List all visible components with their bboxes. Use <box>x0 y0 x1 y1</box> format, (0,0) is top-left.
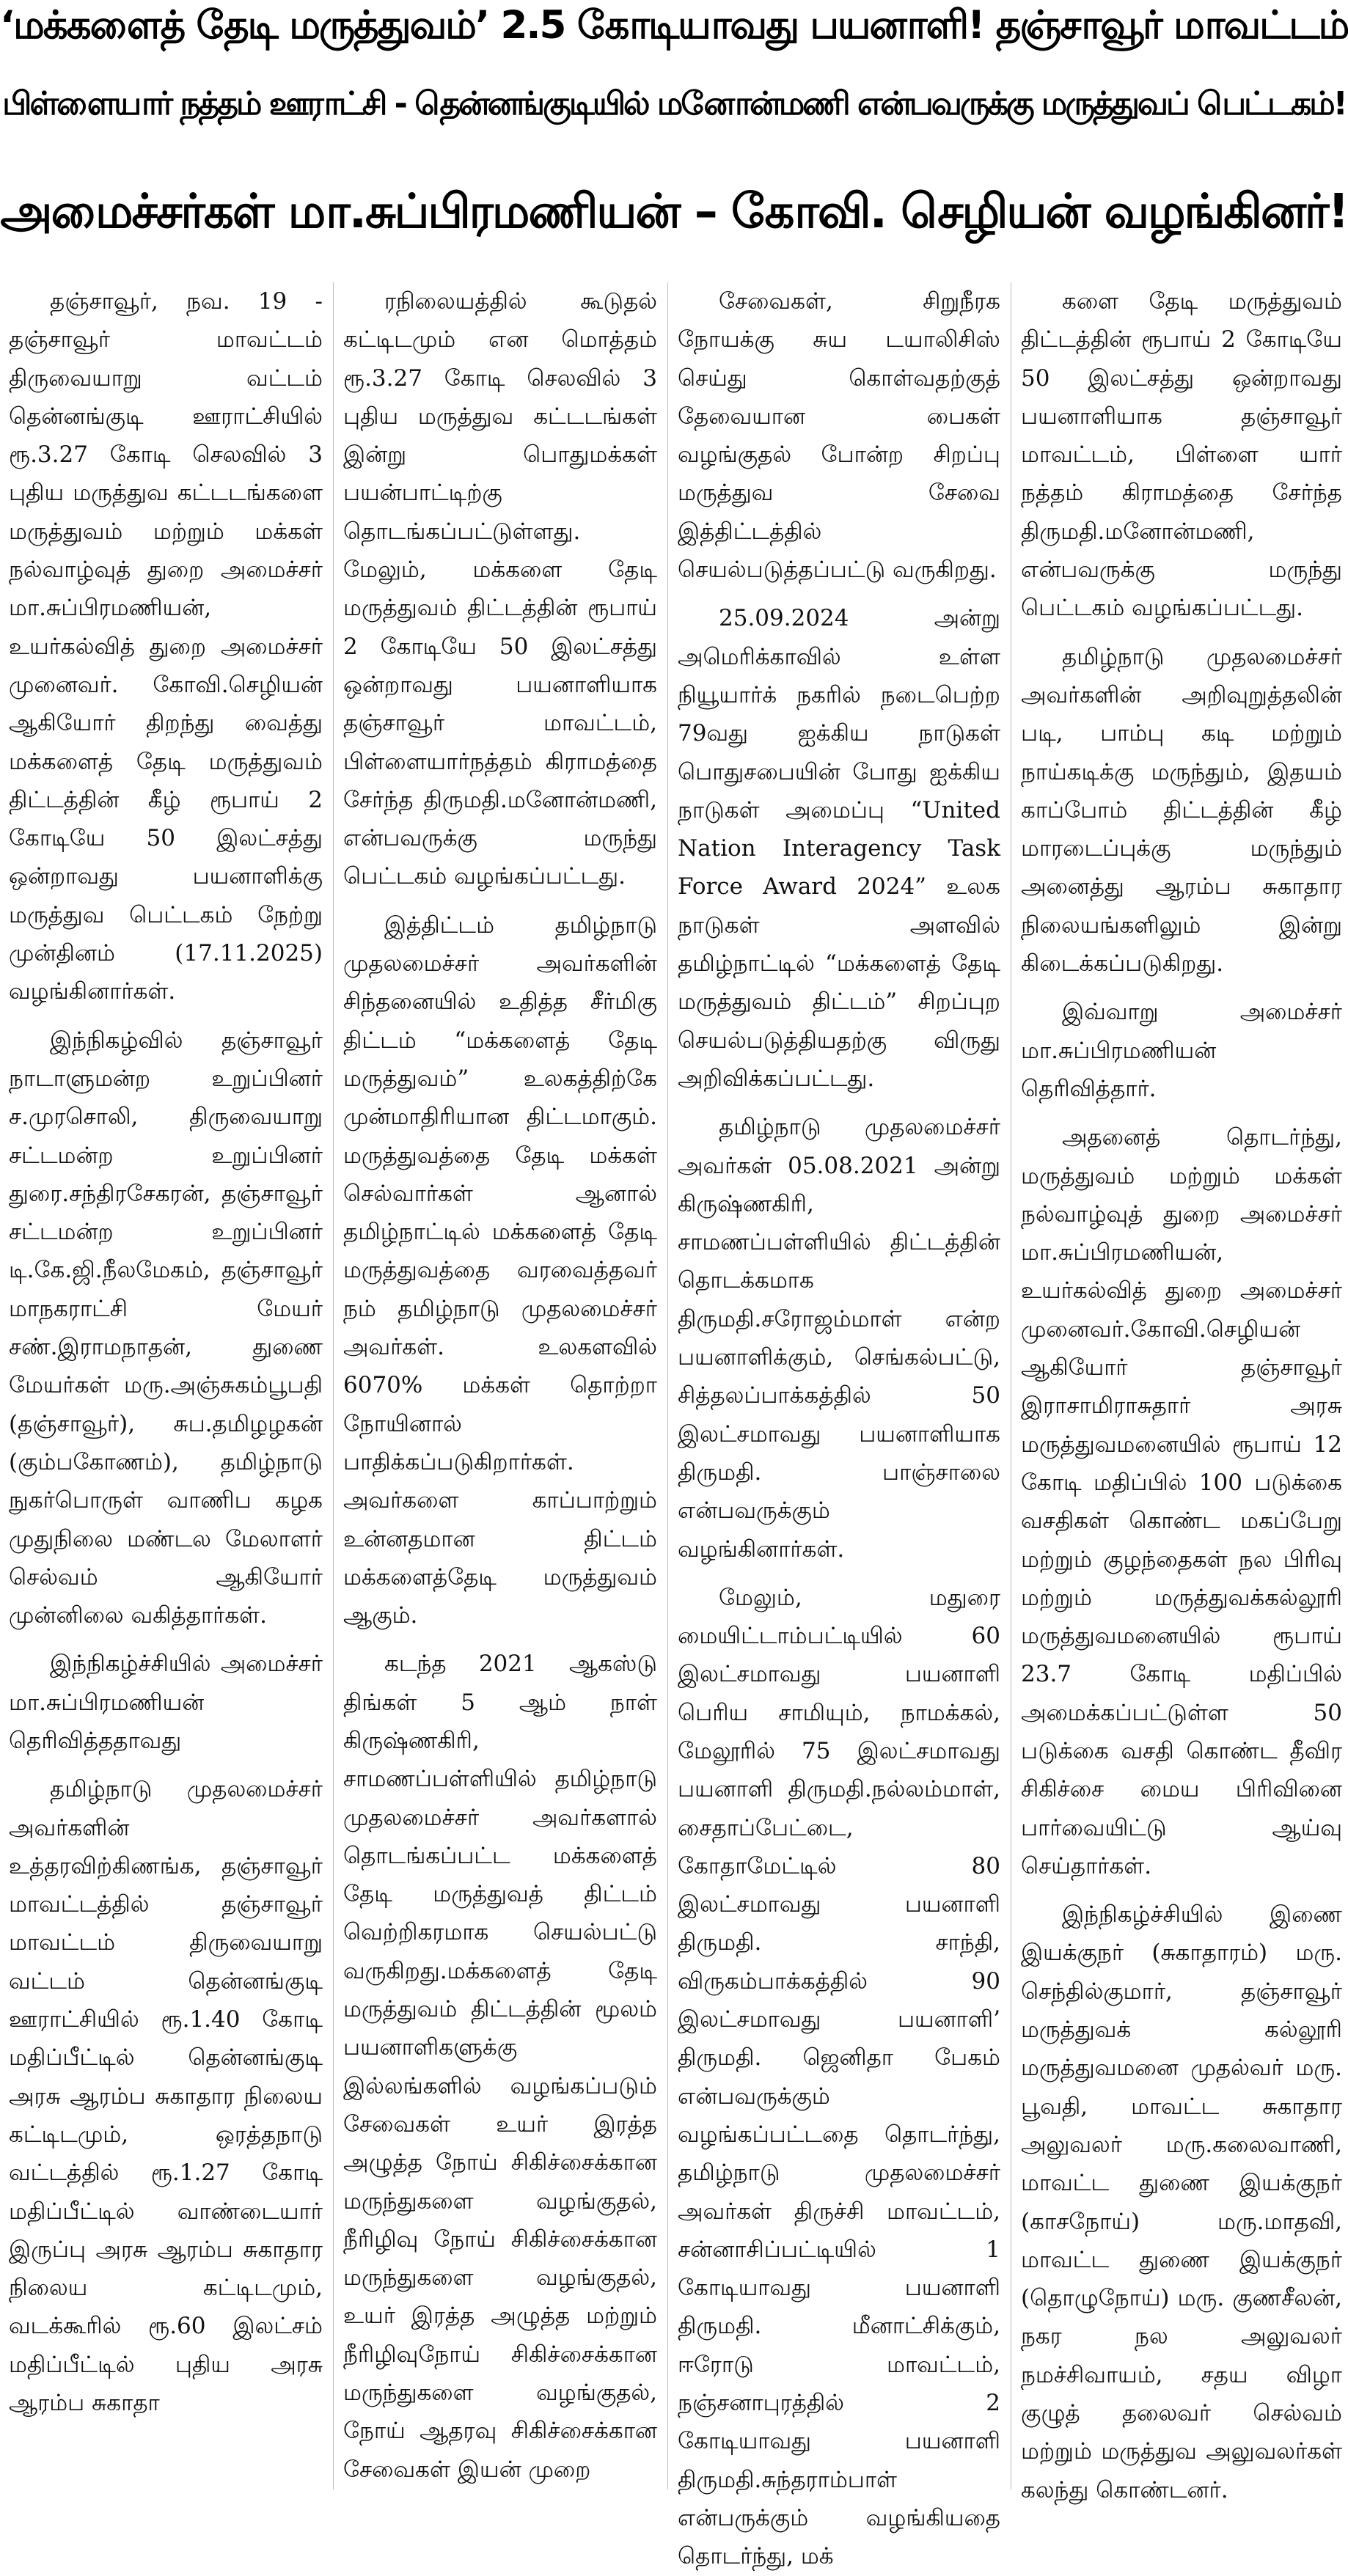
headline-line-3: அமைச்சர்கள் மா.சுப்பிரமணியன் – கோவி. செழியன் வழங்கினர்! <box>0 185 1348 239</box>
paragraph: தஞ்சாவூர், நவ. 19 - தஞ்சாவூர் மாவட்டம் திருவையாறு வட்டம் தென்னங்குடி ஊராட்சியில் ரூ.3.27 கோடி செலவில் 3 புதிய மருத்துவ கட்டடங்களை மருத்துவம் மற்றும் மக்கள் நல்வாழ்வுத் துறை அமைச்சர் மா.சுப்பிரமணியன், உயர்கல்வித் துறை அமைச்சர் முனைவர். கோவி.செழியன் ஆகியோர் திறந்து வைத்து மக்களைத் தேடி மருத்துவம் திட்டத்தின் கீழ் ரூபாய் 2 கோடியே 50 இலட்சத்து ஒன்றாவது பயனாளிக்கு மருத்துவ பெட்டகம் நேற்று முன்தினம் (17.11.2025) வழங்கினார்கள். <box>9 288 323 1005</box>
article-column-4 <box>1021 282 1342 2503</box>
article-column-2 <box>343 282 657 2489</box>
column-divider <box>667 282 668 2489</box>
paragraph: இத்திட்டம் தமிழ்நாடு முதலமைச்சர் அவர்களின் சிந்தனையில் உதித்த சீர்மிகு திட்டம் “மக்களைத் தேடி மருத்துவம்” உலகத்திற்கே முன்மாதிரியான திட்டமாகும். மருத்துவத்தை தேடி மக்கள் செல்வார்கள் ஆனால் தமிழ்நாட்டில் மக்களைத் தேடி மருத்துவத்தை வரவைத்தவர் நம் தமிழ்நாடு முதலமைச்சர் அவர்கள். உலகளவில் 6070% மக்கள் தொற்றா நோயினால் பாதிக்கப்படுகிறார்கள். அவர்களை காப்பாற்றும் உன்னதமான திட்டம் மக்களைத்தேடி மருத்துவம் ஆகும். <box>343 911 657 1629</box>
paragraph: ரநிலையத்தில் கூடுதல் கட்டிடமும் என மொத்தம் ரூ.3.27 கோடி செலவில் 3 புதிய மருத்துவ கட்டடங்கள் இன்று பொதுமக்கள் பயன்பாட்டிற்கு தொடங்கப்பட்டுள்ளது. மேலும், மக்களை தேடி மருத்துவம் திட்டத்தின் ரூபாய் 2 கோடியே 50 இலட்சத்து ஒன்றாவது பயனாளியாக தஞ்சாவூர் மாவட்டம், பிள்ளையார்நத்தம் கிராமத்தை சேர்ந்த திருமதி.மனோன்மணி, என்பவருக்கு மருந்து பெட்டகம் வழங்கப்பட்டது. <box>343 288 657 890</box>
paragraph: மேலும், மதுரை மையிட்டாம்பட்டியில் 60 இலட்சமாவது பயனாளி பெரிய சாமியும், நாமக்கல், மேலூரில் 75 இலட்சமாவது பயனாளி திருமதி.நல்லம்மாள், சைதாப்பேட்டை, கோதாமேட்டில் 80 இலட்சமாவது பயனாளி திருமதி. சாந்தி, விருகம்பாக்கத்தில் 90 இலட்சமாவது பயனாளி’ திருமதி. ஜெனிதா பேகம் என்பவருக்கும் வழங்கப்பட்டதை தொடர்ந்து, தமிழ்நாடு முதலமைச்சர் அவர்கள் திருச்சி மாவட்டம், சன்னாசிப்பட்டியில் 1 கோடியாவது பயனாளி திருமதி. மீனாட்சிக்கும், ஈரோடு மாவட்டம், நஞ்சனாபுரத்தில் 2 கோடியாவது பயனாளி திருமதி.சுந்தராம்பாள் என்பருக்கும் வழங்கியதை தொடர்ந்து, மக் <box>678 1584 1000 2570</box>
column-divider <box>333 282 334 2489</box>
paragraph: கடந்த 2021 ஆகஸ்டு திங்கள் 5 ஆம் நாள் கிருஷ்ணகிரி, சாமணப்பள்ளியில் தமிழ்நாடு முதலமைச்சர் அவர்களால் தொடங்கப்பட்ட மக்களைத் தேடி மருத்துவத் திட்டம் வெற்றிகரமாக செயல்பட்டு வருகிறது.மக்களைத் தேடி மருத்துவம் திட்டத்தின் மூலம் பயனாளிகளுக்கு இல்லங்களில் வழங்கப்படும் சேவைகள் உயர் இரத்த அழுத்த நோய் சிகிச்சைக்கான மருந்துகளை வழங்குதல், நீரிழிவு நோய் சிகிச்சைக்கான மருந்துகளை வழங்குதல், உயர் இரத்த அழுத்த மற்றும் நீரிழிவுநோய் சிகிச்சைக்கான மருந்துகளை வழங்குதல், நோய் ஆதரவு சிகிச்சைக்கான சேவைகள் இயன் முறை <box>343 1651 657 2483</box>
paragraph: இந்நிகழ்வில் தஞ்சாவூர் நாடாளுமன்ற உறுப்பினர் ச.முரசொலி, திருவையாறு சட்டமன்ற உறுப்பினர் துரை.சந்திரசேகரன், தஞ்சாவூர் சட்டமன்ற உறுப்பினர் டி.கே.ஜி.நீலமேகம், தஞ்சாவூர் மாநகராட்சி மேயர் சண்.இராமநாதன், துணை மேயர்கள் மரு.அஞ்சுகம்பூபதி (தஞ்சாவூர்), சுப.தமிழழகன் (கும்பகோணம்), தமிழ்நாடு நுகர்பொருள் வாணிப கழக முதுநிலை மண்டல மேலாளர் செல்வம் ஆகியோர் முன்னிலை வகித்தார்கள். <box>9 1027 323 1629</box>
paragraph: இந்நிகழ்ச்சியில் அமைச்சர் மா.சுப்பிரமணியன் தெரிவித்ததாவது <box>9 1651 323 1754</box>
headline-line-2: பிள்ளையார் நத்தம் ஊராட்சி - தென்னங்குடியில் மனோன்மணி என்பவருக்கு மருத்துவப் பெட்டகம்! <box>2 85 1346 122</box>
paragraph: தமிழ்நாடு முதலமைச்சர் அவர்கள் 05.08.2021 அன்று கிருஷ்ணகிரி, சாமணப்பள்ளியில் திட்டத்தின் தொடக்கமாக திருமதி.சரோஜம்மாள் என்ற பயனாளிக்கும், செங்கல்பட்டு, சித்தலப்பாக்கத்தில் 50 இலட்சமாவது பயனாளியாக திருமதி. பாஞ்சாலை என்பவருக்கும் வழங்கினார்கள். <box>678 1114 1000 1563</box>
paragraph: இந்நிகழ்ச்சியில் இணை இயக்குநர் (சுகாதாரம்) மரு. செந்தில்குமார், தஞ்சாவூர் மருத்துவக் கல்லூரி மருத்துவமனை முதல்வர் மரு. பூவதி, மாவட்ட சுகாதார அலுவலர் மரு.கலைவாணி, மாவட்ட துணை இயக்குநர் (காசநோய்) மரு.மாதவி, மாவட்ட துணை இயக்குநர் (தொழுநோய்) மரு. குணசீலன், நகர நல அலுவலர் நமச்சிவாயம், சதய விழா குழுத் தலைவர் செல்வம் மற்றும் மருத்துவ அலுவலர்கள் கலந்து கொண்டனர். <box>1021 1901 1342 2503</box>
paragraph: தமிழ்நாடு முதலமைச்சர் அவர்களின் உத்தரவிற்கிணங்க, தஞ்சாவூர் மாவட்டத்தில் தஞ்சாவூர் மாவட்டம் திருவையாறு வட்டம் தென்னங்குடி ஊராட்சியில் ரூ.1.40 கோடி மதிப்பீட்டில் தென்னங்குடி அரசு ஆரம்ப சுகாதார நிலைய கட்டிடமும், ஒரத்தநாடு வட்டத்தில் ரூ.1.27 கோடி மதிப்பீட்டில் வாண்டையார் இருப்பு அரசு ஆரம்ப சுகாதார நிலைய கட்டிடமும், வடக்கூரில் ரூ.60 இலட்சம் மதிப்பீட்டில் புதிய அரசு ஆரம்ப சுகாதா <box>9 1776 323 2417</box>
paragraph: 25.09.2024 அன்று அமெரிக்காவில் உள்ள நியூயார்க் நகரில் நடைபெற்ற 79வது ஐக்கிய நாடுகள் பொதுசபையின் போது ஐக்கிய நாடுகள் அமைப்பு “United Nation Interagency Task Force Award 2024” உலக நாடுகள் அளவில் தமிழ்நாட்டில் “மக்களைத் தேடி மருத்துவம் திட்டம்” சிறப்புற செயல்படுத்தியதற்கு விருது அறிவிக்கப்பட்டது. <box>678 605 1000 1092</box>
paragraph: சேவைகள், சிறுநீரக நோயக்கு சுய டயாலிசிஸ் செய்து கொள்வதற்குத் தேவையான பைகள் வழங்குதல் போன்ற சிறப்பு மருத்துவ சேவை இத்திட்டத்தில் செயல்படுத்தப்பட்டு வருகிறது. <box>678 288 1000 584</box>
paragraph: அதனைத் தொடர்ந்து, மருத்துவம் மற்றும் மக்கள் நல்வாழ்வுத் துறை அமைச்சர் மா.சுப்பிரமணியன், உயர்கல்வித் துறை அமைச்சர் முனைவர்.கோவி.செழியன் ஆகியோர் தஞ்சாவூர் இராசாமிராசுதார் அரசு மருத்துவமனையில் ரூபாய் 12 கோடி மதிப்பில் 100 படுக்கை வசதிகள் கொண்ட மகப்பேறு மற்றும் குழந்தைகள் நல பிரிவு மற்றும் மருத்துவக்கல்லூரி மருத்துவமனையில் ரூபாய் 23.7 கோடி மதிப்பில் அமைக்கப்பட்டுள்ள 50 படுக்கை வசதி கொண்ட தீவிர சிகிச்சை மைய பிரிவினை பார்வையிட்டு ஆய்வு செய்தார்கள். <box>1021 1124 1342 1879</box>
paragraph: இவ்வாறு அமைச்சர் மா.சுப்பிரமணியன் தெரிவித்தார். <box>1021 999 1342 1102</box>
article-column-3 <box>678 282 1000 2570</box>
paragraph: களை தேடி மருத்துவம் திட்டத்தின் ரூபாய் 2 கோடியே 50 இலட்சத்து ஒன்றாவது பயனாளியாக தஞ்சாவூர் மாவட்டம், பிள்ளை யார் நத்தம் கிராமத்தை சேர்ந்த திருமதி.மனோன்மணி, என்பவருக்கு மருந்து பெட்டகம் வழங்கப்பட்டது. <box>1021 288 1342 622</box>
article-column-1 <box>9 282 323 2489</box>
headline-line-1: ‘மக்களைத் தேடி மருத்துவம்’ 2.5 கோடியாவது பயனாளி! தஞ்சாவூர் மாவட்டம் <box>0 3 1348 48</box>
paragraph: தமிழ்நாடு முதலமைச்சர் அவர்களின் அறிவுறுத்தலின் படி, பாம்பு கடி மற்றும் நாய்கடிக்கு மருந்தும், இதயம் காப்போம் திட்டத்தின் கீழ் மாரடைப்புக்கு மருந்தும் அனைத்து ஆரம்ப சுகாதார நிலையங்களிலும் இன்று கிடைக்கப்படுகிறது. <box>1021 643 1342 977</box>
article-body <box>9 282 1342 2570</box>
